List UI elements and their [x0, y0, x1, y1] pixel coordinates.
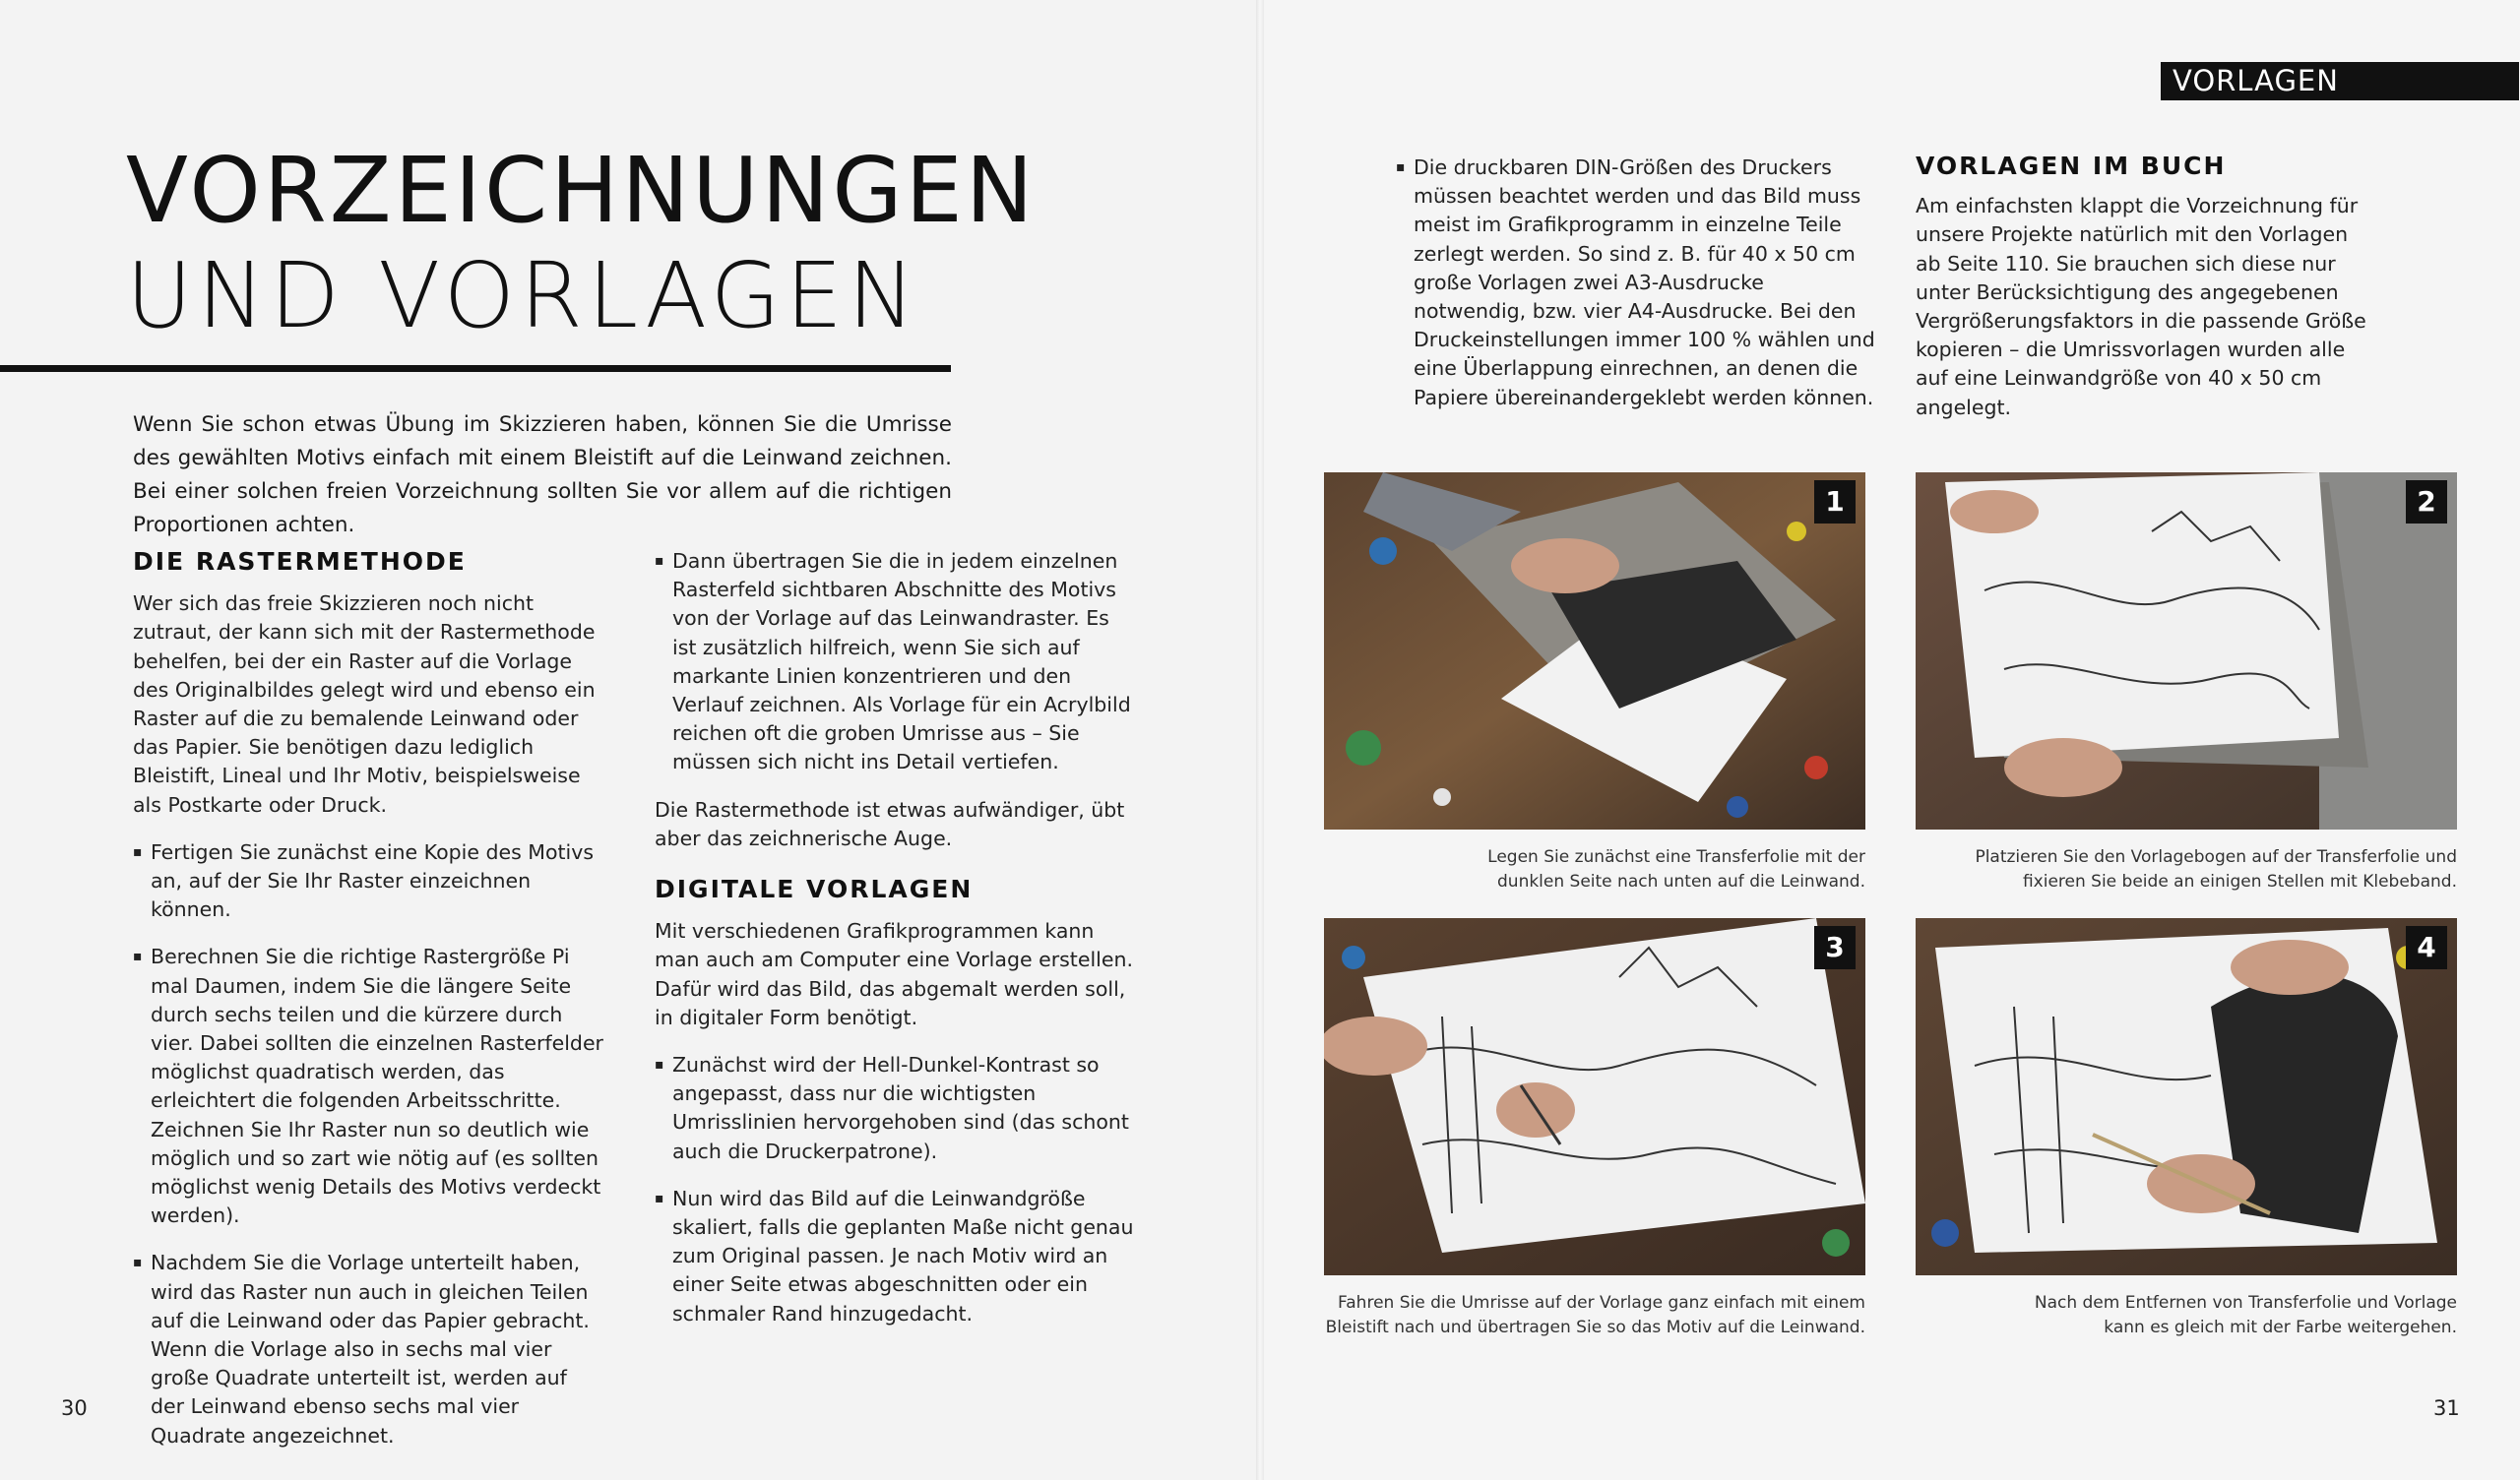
photo-step-3	[1324, 918, 1865, 1275]
page-number-right: 31	[2433, 1396, 2460, 1420]
title-line-2: UND VORLAGEN	[126, 243, 920, 348]
photo-caption-3	[1324, 1291, 1865, 1340]
rastermethode-list-cont	[655, 547, 1135, 777]
step-number-4: 4	[2406, 926, 2447, 969]
caption-line: Legen Sie zunächst eine Transferfolie mit der	[1487, 847, 1865, 867]
list-item: ▪ Dann übertragen Sie die in jedem einzelnen Rasterfeld sichtbaren Abschnitte des Motivs von der Vorlage auf das Leinwandraster. Es ist zusätzlich hilfreich, wenn Sie sich auf markante Linien konzentrieren und den Verlauf zeichnen. Als Vorlage für ein Acrylbild reichen oft die groben Umrisse aus – Sie müssen sich nicht ins Detail vertiefen.	[655, 547, 1135, 777]
step-number-2: 2	[2406, 480, 2447, 524]
vorlagen-buch-column	[1916, 152, 2378, 441]
step-number-3: 3	[1814, 926, 1856, 969]
list-item: ▪ Fertigen Sie zunächst eine Kopie des Motivs an, auf der Sie Ihr Raster einzeichnen können.	[133, 838, 603, 925]
rastermethode-heading: DIE RASTERMETHODE	[133, 547, 467, 576]
page-number-left: 30	[61, 1396, 88, 1420]
second-column	[655, 547, 1135, 1347]
caption-line: Platzieren Sie den Vorlagebogen auf der Transferfolie und	[1975, 847, 2457, 867]
caption-line: Fahren Sie die Umrisse auf der Vorlage ganz einfach mit einem	[1338, 1293, 1865, 1313]
digital-list	[655, 1051, 1135, 1328]
list-item: ▪ Berechnen Sie die richtige Rastergröße Pi mal Daumen, indem Sie die längere Seite durch sechs teilen und die kürzere durch vier. Dabei sollten die einzelnen Rasterfelder möglichst quadratisch werden, das erleichtert die folgenden Arbeitsschritte. Zeichnen Sie Ihr Raster nun so deutlich wie möglich und so zart wie nötig auf (es sollten möglichst wenig Details des Motivs verdeckt werden).	[133, 943, 603, 1230]
photo-step-4	[1916, 918, 2457, 1275]
digital-list-cont-column	[1396, 154, 1878, 431]
photo-caption-1	[1324, 845, 1865, 894]
section-tab: VORLAGEN	[2161, 62, 2519, 100]
title-rule	[0, 365, 951, 372]
rastermethode-list	[133, 838, 603, 1450]
photo-caption-4	[1916, 1291, 2457, 1340]
caption-line: Nach dem Entfernen von Transferfolie und Vorlage	[2034, 1293, 2457, 1313]
caption-line: kann es gleich mit der Farbe weitergehen.	[2104, 1318, 2457, 1337]
digital-paragraph: Mit verschiedenen Grafikprogrammen kann man auch am Computer eine Vorlage erstellen. Dafür wird das Bild, das abgemalt werden soll, in digitaler Form benötigt.	[655, 919, 1133, 1029]
intro-paragraph: Wenn Sie schon etwas Übung im Skizzieren haben, können Sie die Umrisse des gewählten Motivs einfach mit einem Bleistift auf die Leinwand zeichnen. Bei einer solchen freien Vorzeichnung sollten Sie vor allem auf die richtigen Proportionen achten.	[133, 412, 952, 537]
vorlagen-buch-paragraph: Am einfachsten klappt die Vorzeichnung für unsere Projekte natürlich mit den Vorlagen ab Seite 110. Sie brauchen sich diese nur unter Berücksichtigung des angegebenen Vergrößerungsfaktors in die passende Größe kopieren – die Umrissvorlagen wurden alle auf eine Leinwandgröße von 40 x 50 cm angelegt.	[1916, 194, 2366, 419]
list-item: ▪ Nun wird das Bild auf die Leinwandgröße skaliert, falls die geplanten Maße nicht genau zum Original passen. Je nach Motiv wird an einer Seite etwas abgeschnitten oder ein schmaler Rand hinzugedacht.	[655, 1185, 1135, 1328]
list-item: ▪ Zunächst wird der Hell-Dunkel-Kontrast so angepasst, dass nur die wichtigsten Umrisslinien hervorgehoben sind (das schont auch die Druckerpatrone).	[655, 1051, 1135, 1166]
caption-line: Bleistift nach und übertragen Sie so das Motiv auf die Leinwand.	[1325, 1318, 1865, 1337]
digital-heading: DIGITALE VORLAGEN	[655, 875, 974, 904]
photo-step-2	[1916, 472, 2457, 830]
book-gutter	[1256, 0, 1264, 1480]
rastermethode-column	[133, 547, 603, 1469]
vorlagen-buch-heading: VORLAGEN IM BUCH	[1916, 152, 2227, 180]
title-line-1: VORZEICHNUNGEN	[126, 138, 1037, 243]
caption-line: dunklen Seite nach unten auf die Leinwand.	[1497, 872, 1865, 892]
digital-list-cont	[1396, 154, 1878, 412]
photo-caption-2	[1916, 845, 2457, 894]
caption-line: fixieren Sie beide an einigen Stellen mit Klebeband.	[2022, 872, 2457, 892]
rastermethode-paragraph: Wer sich das freie Skizzieren noch nicht zutraut, der kann sich mit der Rastermethode behelfen, bei der ein Raster auf die Vorlage des Originalbildes gelegt wird und ebenso ein Raster auf die zu bemalende Leinwand oder das Papier. Sie benötigen dazu lediglich Bleistift, Lineal und Ihr Motiv, beispielsweise als Postkarte oder Druck.	[133, 591, 596, 817]
photo-step-1	[1324, 472, 1865, 830]
rastermethode-closing: Die Rastermethode ist etwas aufwändiger, übt aber das zeichnerische Auge.	[655, 797, 1125, 850]
list-item: ▪ Die druckbaren DIN-Größen des Druckers müssen beachtet werden und das Bild muss meist im Grafikprogramm in einzelne Teile zerlegt werden. So sind z. B. für 40 x 50 cm große Vorlagen zwei A3-Ausdrucke notwendig, bzw. vier A4-Ausdrucke. Bei den Druckeinstellungen immer 100 % wählen und eine Überlappung einrechnen, an denen die Papiere übereinandergeklebt werden können.	[1396, 154, 1878, 412]
list-item: ▪ Nachdem Sie die Vorlage unterteilt haben, wird das Raster nun auch in gleichen Teilen auf die Leinwand oder das Papier gebracht. Wenn die Vorlage also in sechs mal vier große Quadrate unterteilt ist, werden auf der Leinwand ebenso sechs mal vier Quadrate angezeichnet.	[133, 1249, 603, 1449]
step-number-1: 1	[1814, 480, 1856, 524]
